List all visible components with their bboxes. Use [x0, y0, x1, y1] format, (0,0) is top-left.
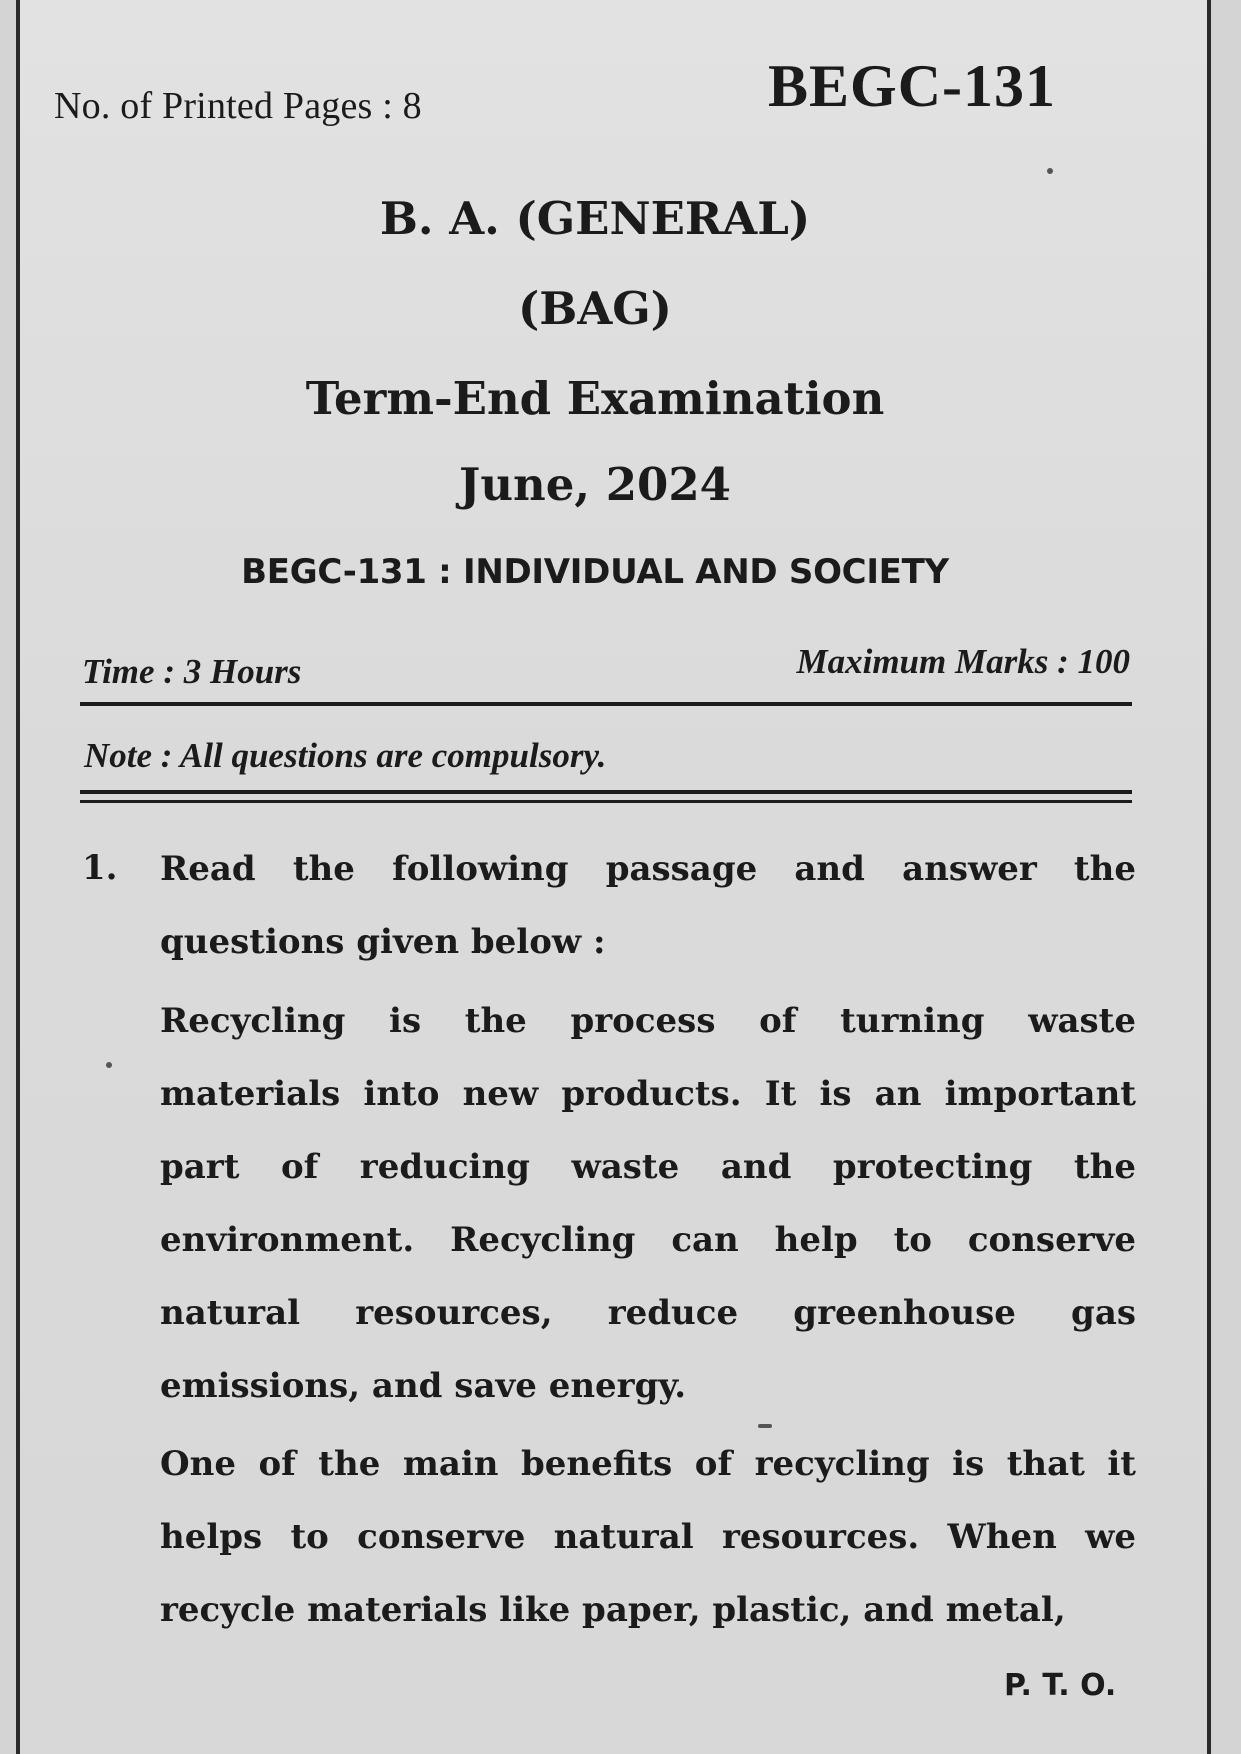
note-text: All questions are compulsory.	[179, 736, 607, 775]
exam-paper	[16, 0, 1211, 1754]
please-turn-over: P. T. O.	[1004, 1668, 1117, 1703]
time-allowed: Time : 3 Hours	[82, 652, 302, 691]
program-title: B. A. (GENERAL)	[379, 192, 811, 245]
time-marks-row	[82, 642, 1130, 692]
question-intro: Read the following passage and answer the questions given below :	[160, 849, 1136, 962]
course-title: BEGC-131 : INDIVIDUAL AND SOCIETY	[241, 552, 949, 592]
exam-title: Term-End Examination	[305, 372, 885, 425]
question-number: 1.	[82, 848, 118, 888]
double-rule-top	[80, 790, 1132, 794]
paper-speck	[106, 1062, 112, 1068]
divider-rule	[80, 702, 1132, 706]
paper-speck	[1047, 168, 1053, 174]
instruction-note	[84, 736, 606, 776]
exam-session: June, 2024	[459, 458, 731, 511]
maximum-marks: Maximum Marks : 100	[796, 642, 1130, 681]
double-rule-bottom	[80, 800, 1132, 803]
program-abbreviation: (BAG)	[518, 282, 672, 335]
note-label: Note :	[84, 736, 173, 775]
paper-speck	[758, 1424, 772, 1428]
passage-paragraph: Recycling is the process of turning waste materials into new products. It is an important part of reducing waste and protecting the environment. Recycling can help to conserve natural resources, reduce greenhouse gas emissions, and save energy.	[160, 1001, 1136, 1406]
paper-code: BEGC-131	[768, 53, 1057, 119]
passage-paragraph: One of the main benefits of recycling is that it helps to conserve natural resources. When we recycle materials like paper, plastic, and metal,	[160, 1444, 1136, 1630]
printed-pages-count: No. of Printed Pages : 8	[54, 85, 422, 127]
